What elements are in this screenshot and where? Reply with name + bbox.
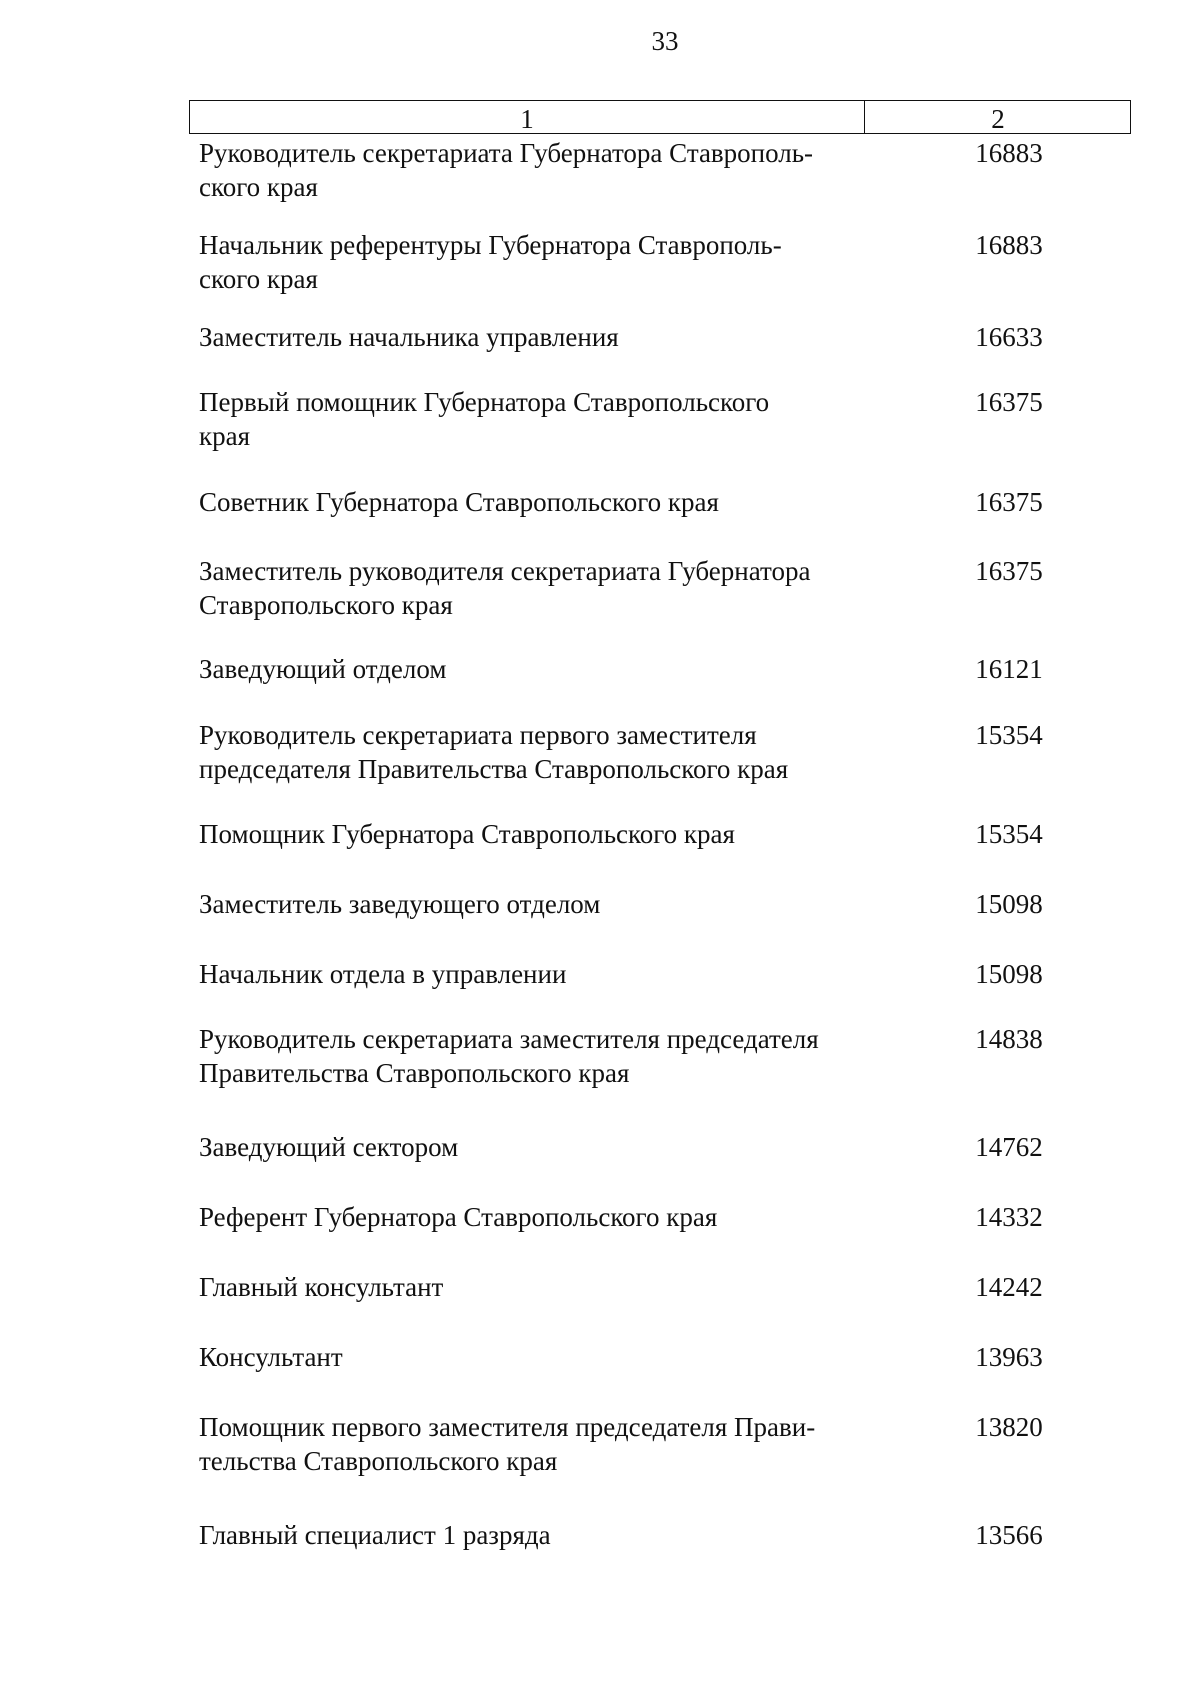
salary-value: 16375 [975, 556, 1043, 586]
position-title: Заведующий сектором [199, 1132, 459, 1162]
position-title: Начальник отдела в управлении [199, 959, 567, 989]
position-title: Первый помощник Губернатора Ставропольского края [199, 387, 770, 451]
position-title: Заведующий отделом [199, 654, 447, 684]
salary-value: 16883 [975, 138, 1043, 168]
position-title: Главный консультант [199, 1272, 444, 1302]
salary-value: 15354 [975, 819, 1043, 849]
salary-value: 13566 [975, 1520, 1043, 1550]
salary-value: 16375 [975, 487, 1043, 517]
page-number: 33 [651, 26, 679, 56]
salary-value: 13963 [975, 1342, 1043, 1372]
position-title: Начальник референтуры Губернатора Ставрополь- ского края [199, 230, 782, 294]
position-title: Советник Губернатора Ставропольского края [199, 487, 719, 517]
salary-value: 16375 [975, 387, 1043, 417]
position-title: Помощник Губернатора Ставропольского края [199, 819, 735, 849]
salary-value: 14332 [975, 1202, 1043, 1232]
position-title: Заместитель заведующего отделом [199, 889, 601, 919]
salary-value: 15354 [975, 720, 1043, 750]
salary-value: 15098 [975, 959, 1043, 989]
salary-value: 16121 [975, 654, 1043, 684]
salary-value: 15098 [975, 889, 1043, 919]
position-title: Руководитель секретариата Губернатора Ставрополь- ского края [199, 138, 814, 202]
position-title: Заместитель начальника управления [199, 322, 619, 352]
position-title: Заместитель руководителя секретариата Губернатора Ставропольского края [199, 556, 811, 620]
position-title: Референт Губернатора Ставропольского края [199, 1202, 718, 1232]
position-title: Руководитель секретариата заместителя председателя Правительства Ставропольского края [199, 1024, 819, 1088]
column-header-1: 1 [190, 101, 865, 133]
position-title: Консультант [199, 1342, 343, 1372]
salary-value: 16633 [975, 322, 1043, 352]
salary-value: 16883 [975, 230, 1043, 260]
position-title: Помощник первого заместителя председателя Прави- тельства Ставропольского края [199, 1412, 816, 1476]
salary-value: 14242 [975, 1272, 1043, 1302]
column-header-2: 2 [991, 104, 1005, 134]
position-title: Руководитель секретариата первого заместителя председателя Правительства Ставропольского края [199, 720, 789, 784]
salary-value: 13820 [975, 1412, 1043, 1442]
salary-value: 14762 [975, 1132, 1043, 1162]
position-title: Главный специалист 1 разряда [199, 1520, 551, 1550]
salary-value: 14838 [975, 1024, 1043, 1054]
